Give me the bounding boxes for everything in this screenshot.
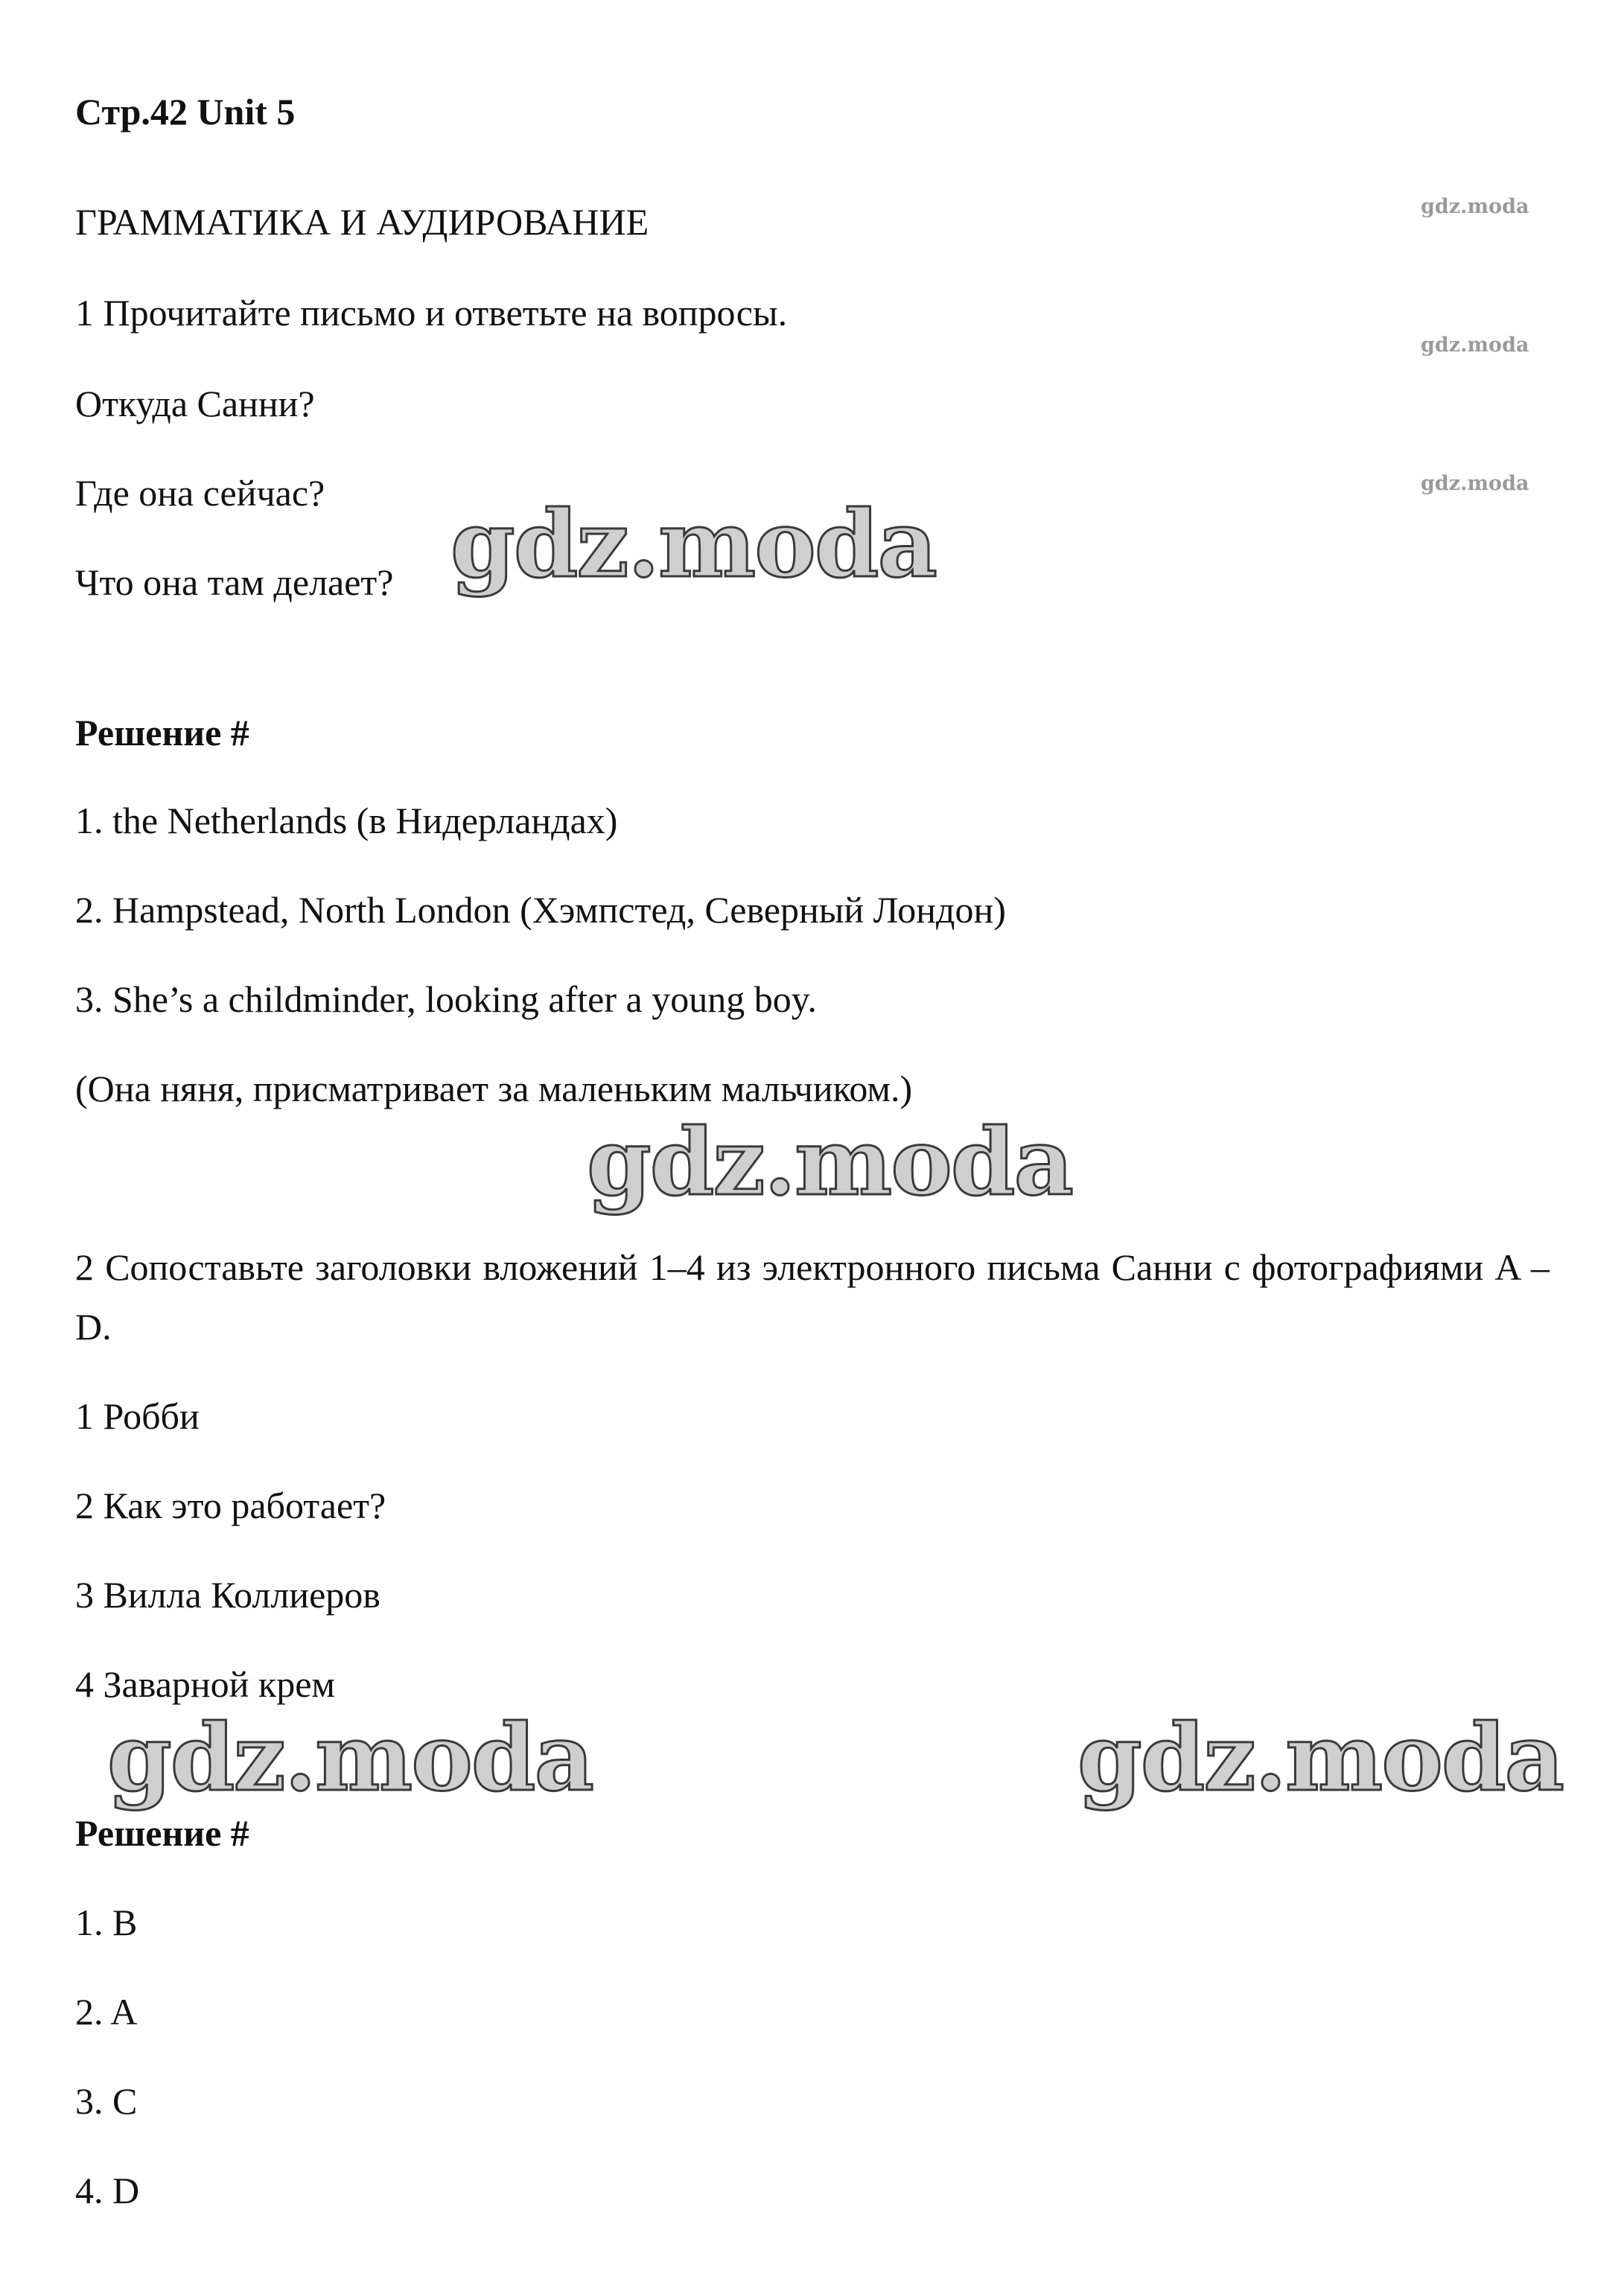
task1-solution-heading: Решение #: [75, 712, 249, 753]
task1-answer: 2. Hampstead, North London (Хэмпстед, Северный Лондон): [75, 889, 1006, 931]
watermark-large: gdz.moda: [450, 491, 936, 599]
watermark-small: gdz.moda: [1421, 334, 1529, 357]
watermark-large: gdz.moda: [1077, 1704, 1563, 1812]
section-title: ГРАММАТИКА И АУДИРОВАНИЕ: [75, 201, 649, 243]
page-title: Стр.42 Unit 5: [75, 91, 296, 133]
task2-answer: 4. D: [75, 2170, 140, 2211]
task2-answer: 3. C: [75, 2080, 138, 2122]
task2-prompt: 2 Сопоставьте заголовки вложений 1–4 из электронного письма Санни с фотографиями A – D.: [75, 1246, 1550, 1348]
task1-question: Что она там делает?: [75, 561, 394, 603]
task1-answer: 3. She’s a childminder, looking after a young boy.: [75, 978, 817, 1020]
task2-answer: 1. B: [75, 1902, 138, 1943]
task2-answer: 2. A: [75, 1991, 138, 2033]
watermark-small: gdz.moda: [1421, 195, 1529, 218]
task1-answer: 1. the Netherlands (в Нидерландах): [75, 800, 618, 841]
watermark-large: gdz.moda: [107, 1704, 593, 1812]
task2-item: 2 Как это работает?: [75, 1485, 386, 1526]
task2-item: 1 Робби: [75, 1395, 200, 1437]
task1-answer-translation: (Она няня, присматривает за маленьким мальчиком.): [75, 1068, 913, 1109]
task2-solution-heading: Решение #: [75, 1812, 249, 1854]
task1-question: Откуда Санни?: [75, 383, 315, 424]
task1-prompt: 1 Прочитайте письмо и ответьте на вопросы.: [75, 292, 788, 334]
task2-item: 4 Заварной крем: [75, 1663, 336, 1705]
watermark-large: gdz.moda: [587, 1109, 1072, 1217]
task1-question: Где она сейчас?: [75, 472, 325, 514]
task2-item: 3 Вилла Коллиеров: [75, 1574, 380, 1616]
watermark-small: gdz.moda: [1421, 472, 1529, 495]
